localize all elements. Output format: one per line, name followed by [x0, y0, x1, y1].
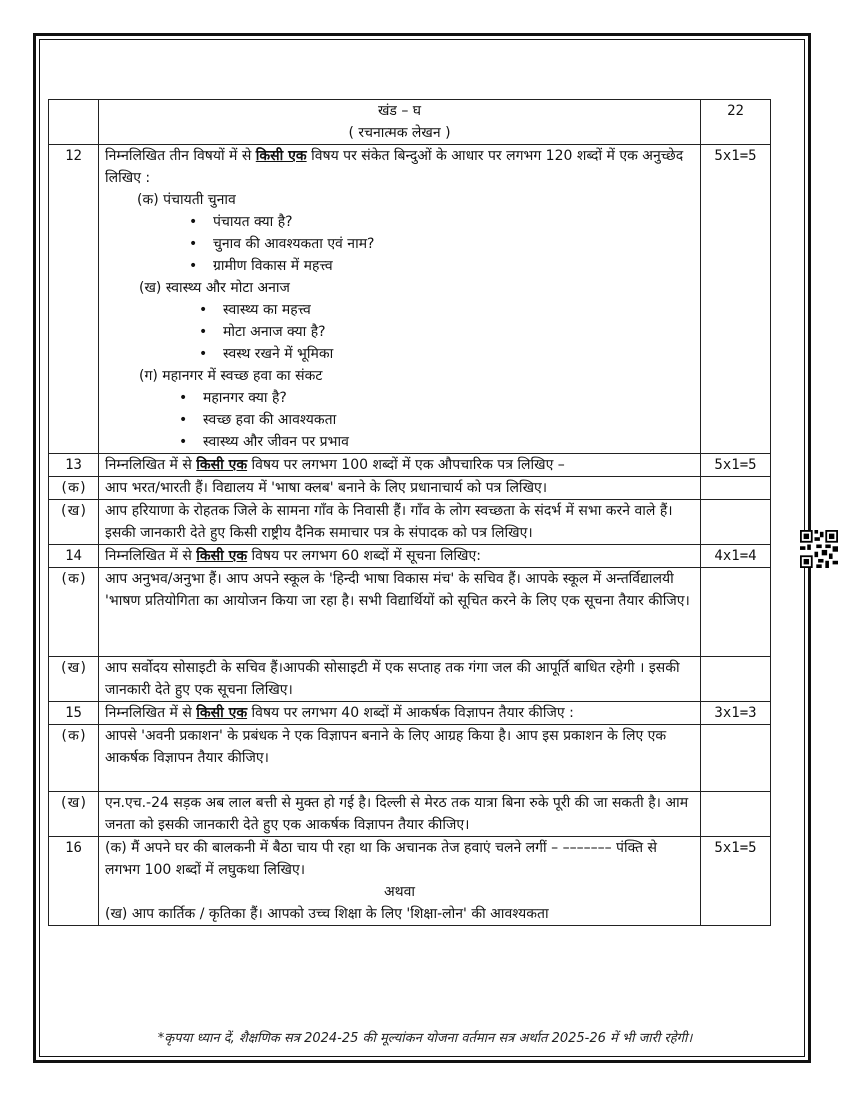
option-label: (ख): [49, 792, 99, 837]
option-label: (क): [49, 725, 99, 792]
intro-text: निम्नलिखित में से: [105, 457, 197, 473]
emphasis-text: किसी एक: [196, 705, 248, 721]
option-label: (क): [49, 568, 99, 657]
option-label: (क): [49, 477, 99, 500]
bullet-point: • स्वच्छ हवा की आवश्यकता: [203, 409, 694, 431]
option-text: (क) मैं अपने घर की बालकनी में बैठा चाय पी रहा था कि अचानक तेज हवाएं चलने लगीं – ––––––– पंक्ति से लगभग 100 शब्दों में लघुकथा लिखिए।: [105, 840, 657, 878]
intro-text: विषय पर लगभग 100 शब्दों में एक औपचारिक पत्र लिखिए –: [247, 457, 565, 473]
topic-points: [105, 211, 694, 277]
section-marks: 22: [701, 100, 771, 145]
empty-marks-cell: [701, 725, 771, 792]
topic-points: [105, 299, 694, 365]
section-num-cell: [49, 100, 99, 145]
bullet-point: • ग्रामीण विकास में महत्त्व: [213, 255, 694, 277]
topic-label: (ख) स्वास्थ्य और मोटा अनाज: [139, 280, 290, 296]
option-label: (ख): [49, 500, 99, 545]
topic-points: [105, 387, 694, 453]
question-15-option-b-row: [49, 792, 771, 837]
question-15-row: [49, 702, 771, 725]
question-marks: 5x1=5: [701, 837, 771, 926]
question-12-intro: [105, 145, 694, 189]
emphasis-text: किसी एक: [196, 548, 248, 564]
option-label: (ख): [49, 657, 99, 702]
intro-text: विषय पर लगभग 60 शब्दों में सूचना लिखिए:: [247, 548, 481, 564]
option-text: आप भरत/भारती हैं। विद्यालय में 'भाषा क्लब' बनाने के लिए प्रधानाचार्य को पत्र लिखिए।: [99, 477, 701, 500]
option-text: आप सर्वोदय सोसाइटी के सचिव हैं।आपकी सोसाइटी में एक सप्ताह तक गंगा जल की आपूर्ति बाधित रहेगी । इसकी जानकारी देते हुए एक सूचना लिखिए।: [99, 657, 701, 702]
bullet-point: • चुनाव की आवश्यकता एवं नाम?: [213, 233, 694, 255]
question-12-body: [99, 145, 701, 454]
question-14-option-a-row: [49, 568, 771, 657]
intro-text: विषय पर लगभग 40 शब्दों में आकर्षक विज्ञापन तैयार कीजिए :: [247, 705, 574, 721]
question-14-intro: [99, 545, 701, 568]
bullet-point: • पंचायत क्या है?: [213, 211, 694, 233]
bullet-point: • स्वास्थ्य का महत्त्व: [223, 299, 694, 321]
question-table: [48, 99, 771, 926]
empty-marks-cell: [701, 500, 771, 545]
question-marks: 4x1=4: [701, 545, 771, 568]
empty-marks-cell: [701, 477, 771, 500]
question-12-row: [49, 145, 771, 454]
question-number: 15: [49, 702, 99, 725]
empty-marks-cell: [701, 657, 771, 702]
question-number: 12: [49, 145, 99, 454]
or-label: अथवा: [383, 884, 416, 900]
question-number: 16: [49, 837, 99, 926]
question-14-option-b-row: [49, 657, 771, 702]
question-15-option-a-row: [49, 725, 771, 792]
intro-text: निम्नलिखित में से: [105, 548, 197, 564]
topic-label: (क) पंचायती चुनाव: [137, 192, 236, 208]
question-marks: 5x1=5: [701, 145, 771, 454]
qr-code-icon: [800, 530, 838, 568]
question-13-row: [49, 454, 771, 477]
option-text: एन.एच.-24 सड़क अब लाल बत्ती से मुक्त हो गई है। दिल्ली से मेरठ तक यात्रा बिना रुके पूरी की जा सकती है। आम जनता को इसकी जानकारी देते हुए एक आकर्षक विज्ञापन तैयार कीजिए।: [99, 792, 701, 837]
footnote: *कृपया ध्यान दें, शैक्षणिक सत्र 2024-25 की मूल्यांकन योजना वर्तमान सत्र अर्थात 2025-26 में भी जारी रहेगी।: [157, 1031, 693, 1046]
bullet-point: • मोटा अनाज क्या है?: [223, 321, 694, 343]
question-14-row: [49, 545, 771, 568]
question-16-row: [49, 837, 771, 926]
empty-marks-cell: [701, 568, 771, 657]
question-16-body: [99, 837, 701, 926]
emphasis-text: किसी एक: [255, 148, 307, 164]
question-number: 14: [49, 545, 99, 568]
question-13-intro: [99, 454, 701, 477]
section-title: खंड – घ: [377, 103, 422, 119]
option-text: आपसे 'अवनी प्रकाशन' के प्रबंधक ने एक विज्ञापन बनाने के लिए आग्रह किया है। आप इस प्रकाशन के लिए एक आकर्षक विज्ञापन तैयार कीजिए।: [99, 725, 701, 792]
option-text: आप हरियाणा के रोहतक जिले के सामना गाँव के निवासी हैं। गाँव के लोग स्वच्छता के संदर्भ में सभा करने वाले हैं। इसकी जानकारी देते हुए किसी राष्ट्रीय दैनिक समाचार पत्र के संपादक को पत्र लिखिए।: [99, 500, 701, 545]
empty-marks-cell: [701, 792, 771, 837]
intro-text: निम्नलिखित में से: [105, 705, 197, 721]
bullet-point: • स्वस्थ रखने में भूमिका: [223, 343, 694, 365]
question-15-intro: [99, 702, 701, 725]
emphasis-text: किसी एक: [196, 457, 248, 473]
section-header-row: [49, 100, 771, 145]
question-marks: 3x1=3: [701, 702, 771, 725]
option-text: आप अनुभव/अनुभा हैं। आप अपने स्कूल के 'हिन्दी भाषा विकास मंच' के सचिव हैं। आपके स्कूल में अन्तर्विद्यालयी 'भाषण प्रतियोगिता का आयोजन किया जा रहा है। सभी विद्यार्थियों को सूचित करने के लिए एक सूचना तैयार कीजिए।: [99, 568, 701, 657]
question-13-option-b-row: [49, 500, 771, 545]
topic-label: (ग) महानगर में स्वच्छ हवा का संकट: [139, 368, 323, 384]
bullet-point: • स्वास्थ्य और जीवन पर प्रभाव: [203, 431, 694, 453]
bullet-point: • महानगर क्या है?: [203, 387, 694, 409]
intro-text: विषय पर संकेत बिन्दुओं के आधार पर लगभग 120 शब्दों में एक अनुच्छेद लिखिए :: [105, 148, 684, 186]
question-number: 13: [49, 454, 99, 477]
section-title-cell: [99, 100, 701, 145]
question-marks: 5x1=5: [701, 454, 771, 477]
intro-text: निम्नलिखित तीन विषयों में से: [105, 148, 256, 164]
option-text: (ख) आप कार्तिक / कृतिका हैं। आपको उच्च शिक्षा के लिए 'शिक्षा-लोन' की आवश्यकता: [105, 906, 549, 922]
question-13-option-a-row: [49, 477, 771, 500]
section-subtitle: ( रचनात्मक लेखन ): [348, 125, 451, 141]
